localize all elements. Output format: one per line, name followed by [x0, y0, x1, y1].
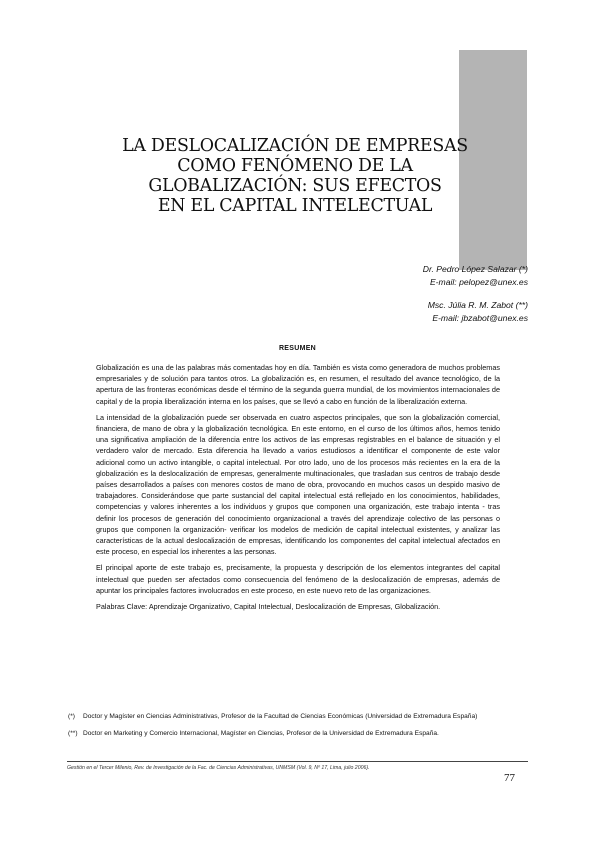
author-block-1 [278, 263, 528, 289]
title-line: GLOBALIZACIÓN: SUS EFECTOS [148, 176, 442, 196]
title-line: LA DESLOCALIZACIÓN DE EMPRESAS [122, 136, 468, 156]
footnote [68, 729, 528, 740]
footer-divider [67, 761, 528, 762]
article-title [100, 136, 490, 216]
footnotes [68, 712, 528, 745]
abstract-heading: RESUMEN [278, 345, 317, 352]
author-block-2 [278, 299, 528, 325]
title-line: EN EL CAPITAL INTELECTUAL [157, 196, 433, 216]
abstract-paragraph: La intensidad de la globalización puede ser observada en cuatro aspectos principales, que son la globalización comercial, financiera, de mano de obra y la globalización tecnológica. En este entorno, en el curso de los últimos años, hemos tenido una significativa ampliación de la diferencia entre los activos de las empresas registrables en el balance de situación y el verdadero valor de mercado. Esta diferencia ha llevado a varios estudiosos a identificar el componente de este valor adicional como un activo intangible, o capital intelectual. Por otro lado, uno de los procesos más recientes en la era de la globalización es la deslocalización de empresas, generalmente multinacionales, que trasladan sus centros de trabajo desde países desarrollados a países con menores costos de mano de obra, provocando en muchos casos un despido masivo de trabajadores. Considerándose que parte sustancial del capital intelectual está reflejado en los conocimientos, habilidades, competencias y valores inherentes a los individuos y grupos que componen una organización, este trabajo intenta - tras definir los procesos de generación del conocimiento organizacional a través del aprendizaje colectivo de las personas o grupos que componen la organización- verificar los modelos de medición de capital intelectual existentes, y analizar las características de la actual deslocalización de empresas, identificando los componentes del capital intelectual afectados en este proceso, en especial los inherentes a las personas. [96, 412, 500, 557]
author-name: Dr. Pedro López Salazar (*) [422, 264, 528, 274]
keywords-label: Palabras Clave: [96, 602, 148, 612]
abstract-paragraph: El principal aporte de este trabajo es, precisamente, la propuesta y descripción de los elementos integrantes del capital intelectual que pueden ser afectados como consecuencia del fenómeno de la deslocalización de empresas, además de apuntar los principales factores involucrados en este proceso, en este nuevo reto de las organizaciones. [96, 563, 500, 595]
footnote [68, 712, 528, 723]
abstract [96, 362, 500, 617]
abstract-paragraph: Globalización es una de las palabras más comentadas hoy en día. También es vista como generadora de muchos problemas empresariales y de solución para tantos otros. La globalización es, en resumen, el resultado del avance tecnológico, de la apertura de las fronteras económicas desde el término de la segunda guerra mundial, de los movimientos internacionales de capital y de la propia liberalización interna en los países, que se llevó a cabo en función de la liberalización externa. [96, 363, 500, 406]
footer-citation: Gestión en el Tercer Milenio, Rev. de Investigación de la Fac. de Ciencias Administrativas, UNMSM (Vol. 9, Nº 17, Lima, julio 2006). [67, 765, 370, 771]
footnote-mark: (*) [68, 713, 75, 720]
author-email[interactable]: E-mail: jbzabot@unex.es [432, 313, 528, 323]
keywords [96, 601, 500, 612]
author-email[interactable]: E-mail: pelopez@unex.es [429, 277, 528, 287]
footnote-text: Doctor en Marketing y Comercio Internacional, Magíster en Ciencias, Profesor de la Universidad de Extremadura España. [83, 729, 439, 737]
footnote-mark: (**) [68, 729, 78, 737]
author-name: Msc. Júlia R. M. Zabot (**) [427, 300, 528, 310]
title-line: COMO FENÓMENO DE LA [177, 156, 413, 176]
footnote-text: Doctor y Magíster en Ciencias Administrativas, Profesor de la Facultad de Ciencias Económicas (Universidad de Extremadura España) [83, 713, 478, 720]
page-number: 77 [504, 772, 515, 784]
keywords-text: Aprendizaje Organizativo, Capital Intelectual, Deslocalización de Empresas, Globalización. [148, 602, 441, 612]
